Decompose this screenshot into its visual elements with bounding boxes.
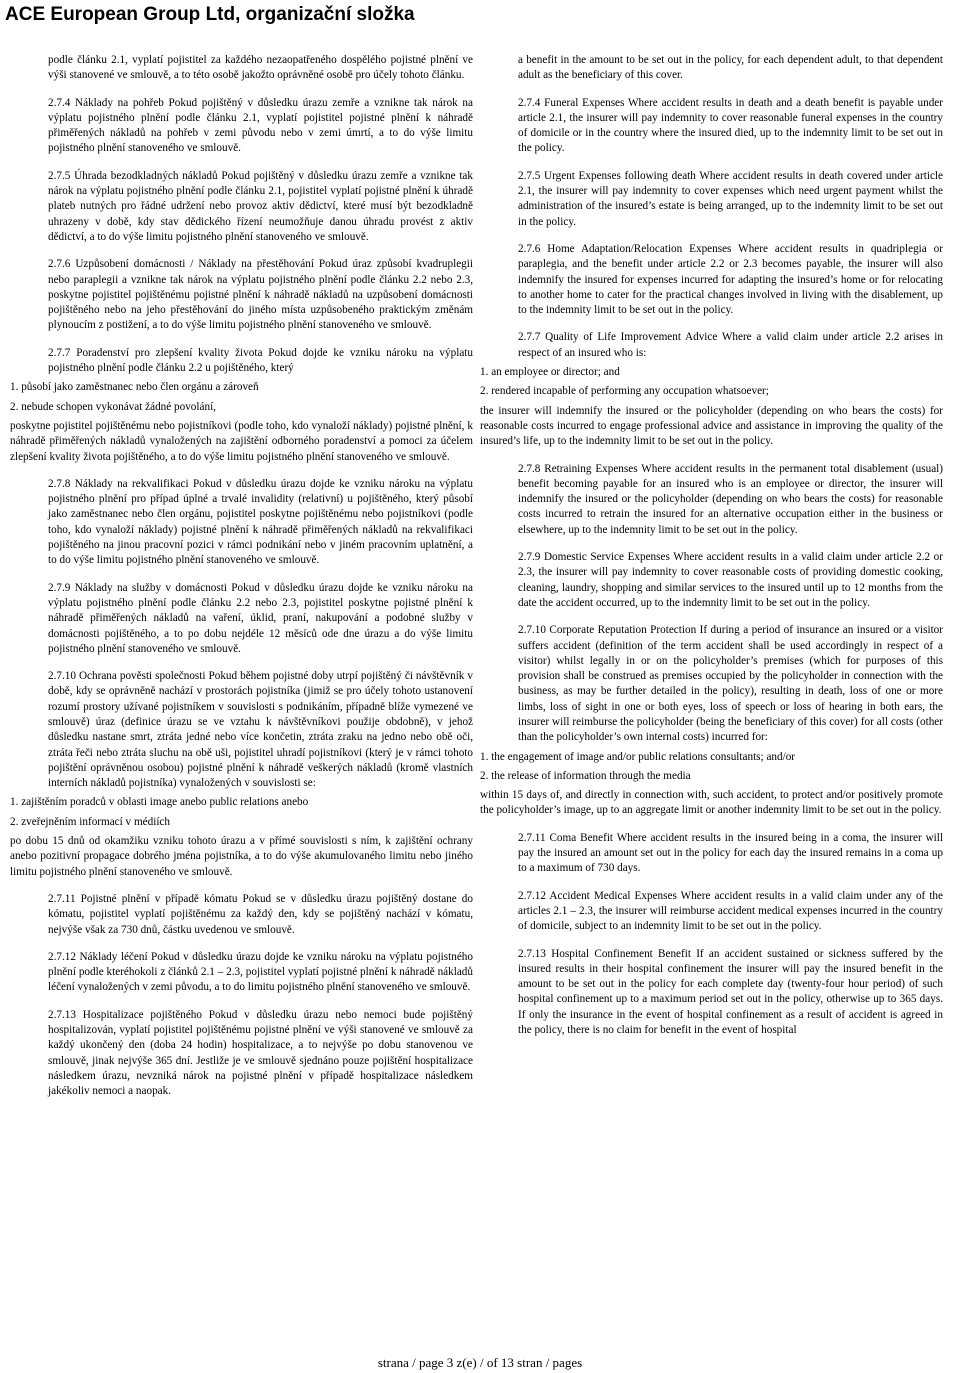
czech-paragraph: 2.7.4 Náklady na pohřeb Pokud pojištěný v důsledku úrazu zemře a vznikne tak nárok na výplatu pojistného plnění podle článku 2.1, vyplatí pojistitel pojistné plnění k náhradě přiměřených nákladů na pohřeb v zemi původu nebo v zemi úmrtí, a to do výše limitu pojistného plnění stanoveného ve smlouvě. — [48, 96, 473, 155]
english-paragraph: 2. the release of information through the media — [480, 769, 691, 782]
english-paragraph: a benefit in the amount to be set out in the policy, for each dependent adult, to that dependent adult as the beneficiary of this cover. — [518, 54, 943, 82]
english-paragraph: 2.7.4 Funeral Expenses Where accident results in death and a death benefit is payable under article 2.1, the insurer will pay indemnity to cover reasonable funeral expenses in the country of domicile or in the country where the insured died, up to the indemnity limit to be set out in the policy. — [518, 96, 943, 155]
english-paragraph: within 15 days of, and directly in connection with, such accident, to protect and/or positively promote the policyholder’s image, up to an aggregate limit or another indemnity limit to be set out in the policy. — [480, 789, 943, 817]
english-paragraph: 2.7.12 Accident Medical Expenses Where accident results in a valid claim under any of the articles 2.1 – 2.3, the insurer will reimburse accident medical expenses incurred in the country of domicile, subject to an indemnity limit to be set out in the policy. — [518, 889, 943, 933]
english-column — [480, 53, 943, 1050]
english-paragraph: 2. rendered incapable of performing any occupation whatsoever; — [480, 385, 769, 398]
czech-paragraph: 1. působí jako zaměstnanec nebo člen orgánu a zároveň — [10, 381, 259, 394]
english-paragraph: the insurer will indemnify the insured or the policyholder (depending on who bears the costs) for reasonable costs incurred to engage professional advice and assistance in improving the quality of the insured’s life, up to the indemnity limit to be set out in the policy. — [480, 404, 943, 448]
czech-paragraph: 1. zajištěním poradců v oblasti image anebo public relations anebo — [10, 796, 309, 809]
english-paragraph: 1. the engagement of image and/or public relations consultants; and/or — [480, 750, 796, 763]
czech-paragraph: 2.7.5 Úhrada bezodkladných nákladů Pokud pojištěný v důsledku úrazu zemře a vznikne tak nárok na výplatu pojistného plnění podle článku 2.1, pojistitel vyplatí pojistné plnění k úhradě plateb nutných pro řádné udržení nebo provoz aktiv dědictví, které musí být bezodkladně uhrazeny v době, kdy stav dědického řízení neumožňuje danou úhradu provést z aktiv dědictví, a to do výše limitu pojistného plnění stanoveného ve smlouvě. — [48, 169, 473, 243]
czech-paragraph: po dobu 15 dnů od okamžiku vzniku tohoto úrazu a v přímé souvislosti s ním, k zajištění ochrany anebo pozitivní propagace dobrého jména pojistníka, a to do výše akumulovaného limitu nebo jiného limitu pojistného plnění stanoveného ve smlouvě. — [10, 835, 473, 878]
czech-column — [10, 53, 473, 1112]
english-paragraph: 2.7.8 Retraining Expenses Where accident results in the permanent total disablement (usual) benefit becoming payable for an insured who is an employee or director, the insurer will indemnify the insured or the policyholder (depending on who bears the costs) for reasonable costs incurred to retrain the insured for an alternative occupation either in the business or elsewhere, up to the indemnity limit to be set out in the policy. — [518, 462, 943, 536]
english-paragraph: 2.7.6 Home Adaptation/Relocation Expenses Where accident results in quadriplegia or paraplegia, and the benefit under article 2.2 or 2.3 becomes payable, the insurer will also indemnify the insured for expenses incurred for adapting the insured’s home or for relocating to another home to cater for the practical changes involved in living with the disablement, up to the indemnity limit to be set out in the policy. — [518, 242, 943, 317]
czech-paragraph: 2.7.8 Náklady na rekvalifikaci Pokud v důsledku úrazu dojde ke vzniku nároku na výplatu pojistného plnění pro případ úplné a trvalé invalidity (relativní) u pojištěného, který působí jako zaměstnanec nebo člen orgánu, pojistitel poskytne pojištěnému nebo pojistníkovi (podle toho, kdo vynaloží náklady) pojistné plnění k náhradě přiměřených nákladů na rekvalifikaci pojištěného na jinou pracovní pozici v rámci podnikání nebo v jiném pracovním uplatnění, a to do výše limitu pojistného plnění stanoveného ve smlouvě. — [48, 477, 473, 567]
english-paragraph: 1. an employee or director; and — [480, 366, 620, 379]
czech-paragraph: 2. zveřejněním informací v médiích — [10, 815, 170, 828]
czech-paragraph: poskytne pojistitel pojištěnému nebo pojistníkovi (podle toho, kdo vynaloží náklady) pojistné plnění, k náhradě přiměřených nákladů vynaložených na zajištění odborného poradenství a pomoci za účelem zlepšení kvality života pojištěného, a to do výše limitu pojistného plnění stanoveného ve smlouvě. — [10, 419, 473, 463]
english-paragraph: 2.7.9 Domestic Service Expenses Where accident results in a valid claim under article 2.2 or 2.3, the insurer will pay indemnity to cover reasonable costs of providing domestic cooking, cleaning, laundry, shopping and similar services to the insured until up to 12 months from the date the accident occurred, up to the indemnity limit to be set out in the policy. — [518, 551, 943, 609]
czech-paragraph: 2.7.13 Hospitalizace pojištěného Pokud v důsledku úrazu nebo nemoci bude pojištěný hospitalizován, vyplatí pojistitel pojištěnému pojistné plnění ve výši stanovené ve smlouvě za každý ukončený den (doba 24 hodin) hospitalizace, a to nejvýše po dobu stanovenou ve smlouvě, jinak nejvýše 365 dní. Jestliže je ve smlouvě sjednáno pouze pojištění hospitalizace následkem úrazu, nevzniká nárok na pojistné plnění v případě hospitalizace následkem jakékoliv nemoci a naopak. — [48, 1008, 473, 1098]
page-footer: strana / page 3 z(e) / of 13 stran / pages — [377, 1355, 583, 1370]
czech-paragraph: 2.7.12 Náklady léčení Pokud v důsledku úrazu dojde ke vzniku nároku na výplatu pojistného plnění podle kteréhokoli z článků 2.1 – 2.3, pojistitel vyplatí pojistné plnění k náhradě nákladů léčení vynaložených v zemi původu, a to do limitu pojistného plnění stanoveného ve smlouvě. — [48, 950, 473, 994]
english-paragraph: 2.7.7 Quality of Life Improvement Advice Where a valid claim under article 2.2 arises in respect of an insured who is: — [518, 331, 943, 359]
english-paragraph: 2.7.10 Corporate Reputation Protection If during a period of insurance an insured or a visitor suffers accident (definition of the term accident shall be used accordingly in respect of a visitor) whilst legally in or on the policyholder’s premises (which for purposes of this provision shall be construed as premises occupied by the policyholder in connection with the business, as may be further detailed in the policy), resulting in death, loss of one or more limbs, loss of sight in one or both eyes, loss of speech or loss of hearing in both ears, the insurer will reimburse the policyholder (being the beneficiary of this cover) for all costs (other than the policyholder’s own internal costs) incurred for: — [518, 624, 943, 744]
czech-paragraph: 2.7.6 Uzpůsobení domácnosti / Náklady na přestěhování Pokud úraz způsobí kvadruplegii nebo paraplegii a vznikne tak nárok na výplatu pojistného plnění podle článku 2.2 nebo 2.3, poskytne pojistitel pojištěnému pojistné plnění k náhradě nákladů na uzpůsobení domácnosti pojištěného nebo na jeho přestěhování do jiného místa uzpůsobeného praktickým změnám plynoucím z postižení, a to do výše limitu pojistného plnění stanoveného ve smlouvě. — [48, 258, 473, 332]
english-paragraph: 2.7.13 Hospital Confinement Benefit If an accident sustained or sickness suffered by the insured results in their hospital confinement the insurer will pay the insured benefit in the amount to be set out in the policy for each complete day (twenty-four hour period) of such hospital confinement up to a maximum period set out in the policy, otherwise up to 365 days. If only the insurance in the event of hospital confinement as a result of accident is agreed in the policy, there is no claim for benefit in the event of hospital — [518, 947, 943, 1037]
czech-paragraph: 2.7.7 Poradenství pro zlepšení kvality života Pokud dojde ke vzniku nároku na výplatu pojistného plnění podle článku 2.2 u pojištěného, který — [48, 346, 473, 375]
document-header: ACE European Group Ltd, organizační složka — [5, 4, 415, 25]
english-paragraph: 2.7.5 Urgent Expenses following death Where accident results in death covered under article 2.1, the insurer will pay indemnity to cover expenses which need urgent payment whilst the administration of the insured’s estate is being arranged, up to the indemnity limit to be set out in the policy. — [518, 169, 943, 228]
czech-paragraph: podle článku 2.1, vyplatí pojistitel za každého nezaopatřeného dospělého pojistné plnění ve výši stanovené ve smlouvě, a to této osobě jakožto oprávněné osobě pro účely tohoto článku. — [48, 54, 473, 82]
czech-paragraph: 2.7.10 Ochrana pověsti společnosti Pokud během pojistné doby utrpí pojištěný či návštěvník v době, kdy se oprávněně nachází v prostorách pojistníka (jimiž se pro účely tohoto ustanovení rozumí prostory užívané pojistníkem v souvislosti s podnikáním, případně blíže vymezené ve smlouvě) úraz (definice úrazu se ve vztahu k návštěvníkovi použije obdobně), v jehož důsledku nastane smrt, ztráta jedné nebo více končetin, ztráta zraku na jedno nebo obě oči, ztráta řeči nebo ztráta sluchu na obě uši, pojistitel uhradí pojistníkovi (který je v rámci tohoto pojištění oprávněnou osobou) pojistné plnění k náhradě veškerých nákladů (kromě vlastních interních nákladů pojistníka) vynaložených v souvislosti se: — [48, 670, 473, 790]
czech-paragraph: 2.7.11 Pojistné plnění v případě kómatu Pokud se v důsledku úrazu pojištěný dostane do kómatu, pojistitel vyplatí pojištěnému za každý den, kdy se pojištěný nachází v kómatu, nejvýše však za 730 dnů, částku uvedenou ve smlouvě. — [48, 892, 473, 936]
czech-paragraph: 2. nebude schopen vykonávat žádné povolání, — [10, 400, 216, 413]
czech-paragraph: 2.7.9 Náklady na služby v domácnosti Pokud v důsledku úrazu dojde ke vzniku nároku na výplatu pojistného plnění podle článku 2.2 nebo 2.3, pojistitel poskytne pojistné plnění k náhradě přiměřených nákladů na vaření, úklid, praní, nakupování a podobné služby v domácnosti pojištěného, a to po dobu nejdéle 12 měsíců ode dne úrazu a do výše limitu pojistného plnění stanoveného ve smlouvě. — [48, 581, 473, 655]
english-paragraph: 2.7.11 Coma Benefit Where accident results in the insured being in a coma, the insurer will pay the insured an amount set out in the policy for each day the insured remains in a coma up to a maximum of 730 days. — [518, 831, 943, 875]
